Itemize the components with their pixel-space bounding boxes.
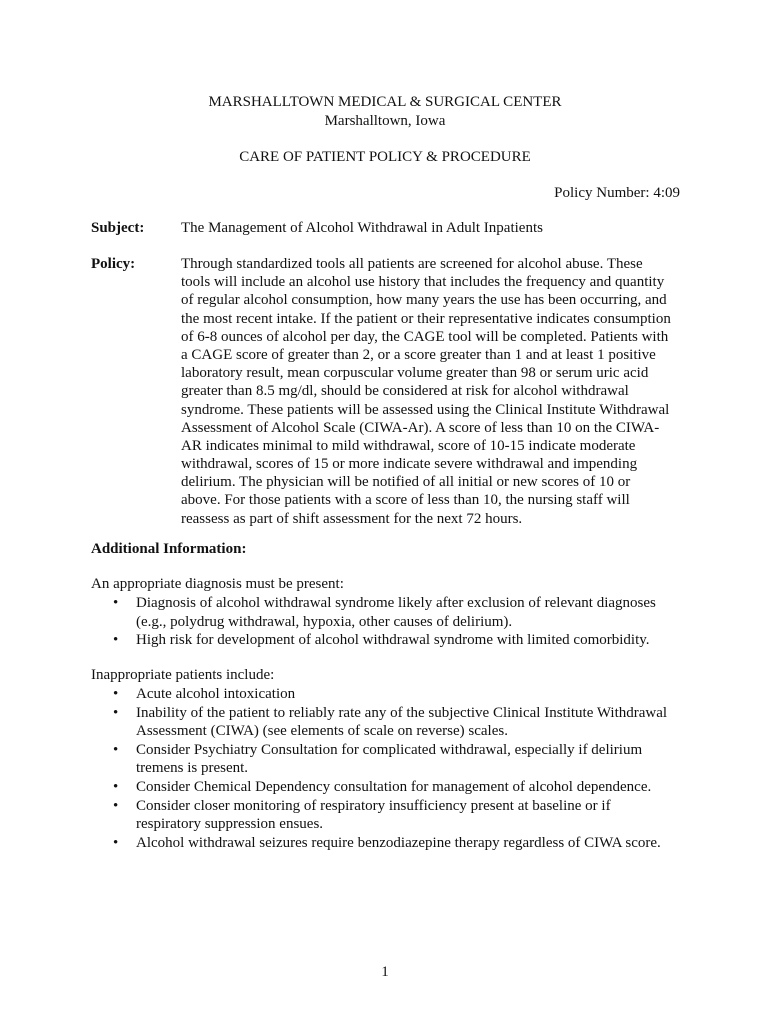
policy-line: a CAGE score of greater than 2, or a score greater than 1 and at least 1 positive	[181, 346, 656, 363]
policy-number: Policy Number: 4:09	[554, 185, 680, 201]
subject-label: Subject:	[91, 220, 145, 236]
bullet-icon: •	[113, 704, 119, 721]
list-item-text: High risk for development of alcohol withdrawal syndrome with limited comorbidity.	[136, 632, 650, 649]
list-item-text: Consider Chemical Dependency consultation for management of alcohol dependence.	[136, 778, 652, 795]
list-item-text: Assessment (CIWA) (see elements of scale on reverse) scales.	[136, 723, 508, 740]
list-item-text: respiratory suppression ensues.	[136, 816, 324, 833]
list-item-text: Consider closer monitoring of respiratory insufficiency present at baseline or if	[136, 797, 611, 814]
list-item-text: Alcohol withdrawal seizures require benzodiazepine therapy regardless of CIWA score.	[136, 834, 661, 851]
list-item-text: Acute alcohol intoxication	[136, 686, 296, 702]
manual-title: CARE OF PATIENT POLICY & PROCEDURE	[239, 149, 531, 165]
policy-line: syndrome. These patients will be assessed using the Clinical Institute Withdrawal	[181, 401, 670, 418]
policy-line: AR indicates minimal to mild withdrawal, score of 10-15 indicate moderate	[181, 437, 636, 454]
appropriate-diagnosis-intro: An appropriate diagnosis must be present:	[91, 576, 344, 592]
inappropriate-patients-intro: Inappropriate patients include:	[91, 667, 275, 683]
policy-line: above. For those patients with a score of less than 10, the nursing staff will	[181, 492, 630, 509]
policy-line: delirium. The physician will be notified of all initial or new scores of 10 or	[181, 474, 631, 491]
additional-information-heading: Additional Information:	[91, 541, 247, 557]
policy-line: of regular alcohol consumption, how many years the use has been occurring, and	[181, 292, 667, 309]
bullet-icon: •	[113, 595, 119, 611]
list-item-text: tremens is present.	[136, 760, 249, 777]
bullet-icon: •	[113, 778, 119, 795]
subject-value: The Management of Alcohol Withdrawal in Adult Inpatients	[181, 220, 543, 236]
bullet-icon: •	[113, 741, 119, 758]
institution-location: Marshalltown, Iowa	[324, 113, 446, 129]
bullet-icon: •	[113, 834, 119, 851]
bullet-icon: •	[113, 632, 119, 649]
policy-line: of 6-8 ounces of alcohol per day, the CAGE tool will be completed. Patients with	[181, 328, 669, 345]
list-item-text: Diagnosis of alcohol withdrawal syndrome likely after exclusion of relevant diagnoses	[136, 595, 656, 611]
policy-line: the most recent intake. If the patient or their representative indicates consumption	[181, 310, 671, 327]
bullet-icon: •	[113, 686, 119, 702]
policy-line: tools will include an alcohol use history that includes the frequency and quantity	[181, 274, 665, 291]
policy-line: withdrawal, scores of 15 or more indicate severe withdrawal and impending	[181, 456, 638, 473]
policy-line: Assessment of Alcohol Scale (CIWA-Ar). A score of less than 10 on the CIWA-	[181, 419, 660, 436]
policy-body	[181, 255, 671, 528]
page-number: 1	[381, 964, 389, 980]
policy-line: reassess as part of shift assessment for the next 72 hours.	[181, 510, 523, 527]
list-item-text: Consider Psychiatry Consultation for complicated withdrawal, especially if delirium	[136, 741, 643, 758]
bullet-icon: •	[113, 797, 119, 814]
policy-line: laboratory result, mean corpuscular volume greater than 98 or serum uric acid	[181, 365, 649, 382]
list-item-text: (e.g., polydrug withdrawal, hypoxia, other causes of delirium).	[136, 613, 513, 630]
institution-name: MARSHALLTOWN MEDICAL & SURGICAL CENTER	[208, 94, 562, 110]
policy-label: Policy:	[91, 256, 136, 272]
policy-line: Through standardized tools all patients are screened for alcohol abuse. These	[181, 256, 643, 272]
policy-line: greater than 8.5 mg/dl, should be considered at risk for alcohol withdrawal	[181, 383, 629, 400]
list-item-text: Inability of the patient to reliably rate any of the subjective Clinical Institute Withdrawal	[136, 704, 668, 721]
